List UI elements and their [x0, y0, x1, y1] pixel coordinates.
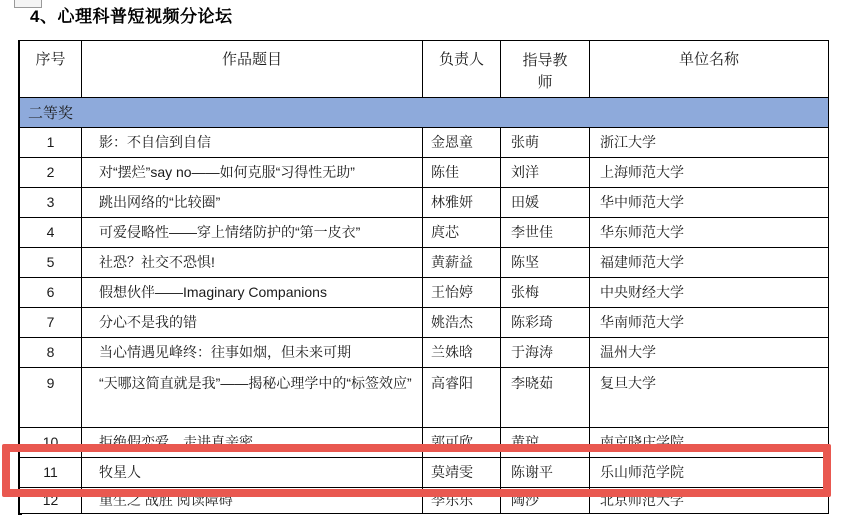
- award-section-row: [20, 98, 829, 128]
- header-work-title: 作品题目: [82, 41, 423, 97]
- advisor-name: 张萌: [501, 128, 590, 157]
- org-name: 温州大学: [590, 338, 829, 367]
- org-name: 复旦大学: [590, 368, 829, 427]
- work-title: 分心不是我的错: [82, 308, 423, 337]
- org-name: 上海师范大学: [590, 158, 829, 187]
- header-advisor: [501, 41, 590, 97]
- work-title: “天哪这简直就是我”——揭秘心理学中的“标签效应”: [82, 368, 423, 427]
- advisor-name: 李晓茹: [501, 368, 590, 427]
- work-title: 牧星人: [82, 458, 423, 487]
- org-name: 浙江大学: [590, 128, 829, 157]
- work-title: 跳出网络的“比较圈”: [82, 188, 423, 217]
- work-title: 社恐？社交不恐惧!: [82, 248, 423, 277]
- leader-name: 姚浩杰: [423, 308, 501, 337]
- advisor-name: 于海涛: [501, 338, 590, 367]
- advisor-name: 黄琼: [501, 428, 590, 457]
- org-name: 中央财经大学: [590, 278, 829, 307]
- table-row: [20, 248, 829, 278]
- org-name: 南京晓庄学院: [590, 428, 829, 457]
- leader-name: 李乐乐: [423, 488, 501, 513]
- row-number: 8: [20, 338, 82, 367]
- leader-name: 兰姝晗: [423, 338, 501, 367]
- advisor-name: 张梅: [501, 278, 590, 307]
- work-title: 拒绝假恋爱，走进真亲密: [82, 428, 423, 457]
- table-row: [20, 488, 829, 514]
- table-row: [20, 128, 829, 158]
- awards-table: [18, 40, 829, 514]
- row-number: 10: [20, 428, 82, 457]
- work-title: 影：不自信到自信: [82, 128, 423, 157]
- advisor-name: 李世佳: [501, 218, 590, 247]
- org-name: 华南师范大学: [590, 308, 829, 337]
- header-leader: 负责人: [423, 41, 501, 97]
- leader-name: 陈佳: [423, 158, 501, 187]
- table-row: [20, 188, 829, 218]
- leader-name: 郭可欣: [423, 428, 501, 457]
- page-title: 4、心理科普短视频分论坛: [30, 7, 233, 26]
- work-title: 假想伙伴——Imaginary Companions: [82, 278, 423, 307]
- row-number: 6: [20, 278, 82, 307]
- leader-name: 庹芯: [423, 218, 501, 247]
- advisor-name: 陶沙: [501, 488, 590, 513]
- table-row: [20, 278, 829, 308]
- work-title: 对“摆烂”say no——如何克服“习得性无助”: [82, 158, 423, 187]
- table-row: [20, 308, 829, 338]
- row-number: 9: [20, 368, 82, 427]
- leader-name: 高睿阳: [423, 368, 501, 427]
- org-name: 福建师范大学: [590, 248, 829, 277]
- org-name: 乐山师范学院: [590, 458, 829, 487]
- row-number: 2: [20, 158, 82, 187]
- work-title: 当心情遇见峰终：往事如烟，但未来可期: [82, 338, 423, 367]
- leader-name: 黄薪益: [423, 248, 501, 277]
- table-row: [20, 158, 829, 188]
- org-name: 华中师范大学: [590, 188, 829, 217]
- org-name: 华东师范大学: [590, 218, 829, 247]
- leader-name: 王怡婷: [423, 278, 501, 307]
- work-title: 重生之 战胜 阅读障碍: [82, 488, 423, 513]
- row-number: 4: [20, 218, 82, 247]
- row-number: 7: [20, 308, 82, 337]
- row-number: 12: [20, 488, 82, 513]
- table-row: [20, 428, 829, 458]
- work-title: 可爱侵略性——穿上情绪防护的“第一皮衣”: [82, 218, 423, 247]
- advisor-name: 陈谢平: [501, 458, 590, 487]
- advisor-name: 陈彩琦: [501, 308, 590, 337]
- org-name: 北京师范大学: [590, 488, 829, 513]
- table-row: [20, 338, 829, 368]
- row-number: 5: [20, 248, 82, 277]
- advisor-name: 刘洋: [501, 158, 590, 187]
- leader-name: 林雅妍: [423, 188, 501, 217]
- award-section-label: 二等奖: [20, 98, 829, 127]
- row-number: 11: [20, 458, 82, 487]
- table-row-highlighted: [20, 458, 829, 488]
- header-advisor-label: 指导教师: [522, 52, 568, 91]
- leader-name: 莫靖雯: [423, 458, 501, 487]
- row-number: 3: [20, 188, 82, 217]
- header-seq: 序号: [20, 41, 82, 97]
- advisor-name: 田媛: [501, 188, 590, 217]
- header-org: 单位名称: [590, 41, 829, 97]
- table-row: [20, 368, 829, 428]
- table-row: [20, 218, 829, 248]
- row-number: 1: [20, 128, 82, 157]
- leader-name: 金恩童: [423, 128, 501, 157]
- advisor-name: 陈坚: [501, 248, 590, 277]
- table-header-row: [20, 41, 829, 98]
